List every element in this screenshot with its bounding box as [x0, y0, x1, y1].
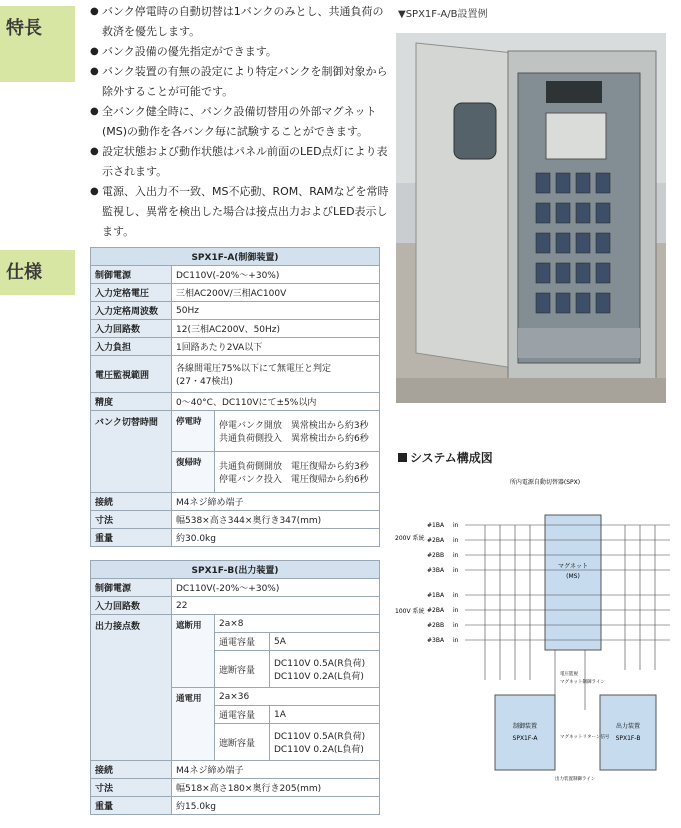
line-label: #2BB: [427, 622, 445, 629]
in-label: in: [453, 592, 459, 599]
line-label: #2BA: [427, 537, 445, 544]
feature-item: ● 設定状態および動作状態はパネル前面のLED点灯により表示されます。: [90, 142, 390, 182]
cut-brk-values: [270, 651, 380, 688]
switch-rec-line: 停電バンク投入 電圧復帰から約6秒: [219, 475, 369, 485]
wire-label: マグネット制御ライン: [560, 680, 605, 685]
control-unit-box: [495, 695, 555, 770]
in-label: in: [453, 522, 459, 529]
spec-value: 幅518×高さ180×奥行き205(mm): [172, 779, 380, 797]
wire-label: 電圧監視: [560, 672, 578, 677]
in-label: in: [453, 622, 459, 629]
spec-value: 50Hz: [172, 302, 380, 320]
spec-key: 入力定格周波数: [91, 302, 172, 320]
wire-label: 出力装置制御ライン: [555, 777, 596, 782]
in-label: in: [453, 552, 459, 559]
spec-value: 0〜40°C、DC110Vにて±5%以内: [172, 393, 380, 411]
spec-table-b: [90, 560, 380, 815]
on-label: 通電用: [172, 688, 215, 761]
spec-key: 接続: [91, 761, 172, 779]
diagram-title: [398, 449, 493, 466]
spec-key: 制御電源: [91, 579, 172, 597]
spec-value: DC110V(-20%〜+30%): [172, 579, 380, 597]
output-unit-model: SPX1F-B: [615, 735, 641, 742]
on-cap-label: 通電容量: [215, 706, 270, 724]
switch-time-label: バンク切替時間: [91, 411, 172, 493]
on-count: 2a×36: [215, 688, 380, 706]
switch-fail-line: 共通負荷側投入 異常検出から約6秒: [219, 434, 369, 444]
feature-item: ● 全バンク健全時に、バンク設備切替用の外部マグネット(MS)の動作を各バンク毎に試験することができます。: [90, 102, 390, 142]
spec-key: 電圧監視範囲: [91, 356, 172, 393]
ms-sub-label: (MS): [566, 573, 580, 580]
voltage-range-line2: (27・47検出): [176, 377, 233, 387]
spec-key: 制御電源: [91, 266, 172, 284]
switch-fail-line: 停電バンク開放 異常検出から約3秒: [219, 421, 369, 431]
output-unit-label: 出力装置: [615, 723, 641, 730]
feature-item: ● 電源、入出力不一致、MS不応動、ROM、RAMなどを常時監視し、異常を検出した場合は接点出力およびLED表示します。: [90, 182, 390, 242]
switch-fail-values: [215, 411, 380, 452]
ms-label: マグネット: [558, 563, 588, 570]
switch-rec-label: 復帰時: [172, 452, 215, 493]
cut-brk-line: DC110V 0.5A(R負荷): [274, 659, 366, 669]
spec-value: M4ネジ締め端子: [172, 493, 380, 511]
spec-value: 12(三相AC200V、50Hz): [172, 320, 380, 338]
feature-item: ● バンク設備の優先指定ができます。: [90, 42, 390, 62]
spec-value: DC110V(-20%〜+30%): [172, 266, 380, 284]
on-brk-line: DC110V 0.2A(L負荷): [274, 745, 364, 755]
on-cap: 1A: [270, 706, 380, 724]
output-contacts-label: 出力接点数: [91, 615, 172, 761]
cut-cap-label: 通電容量: [215, 633, 270, 651]
spec-value: [172, 356, 380, 393]
spec-value: 1回路あたり2VA以下: [172, 338, 380, 356]
cut-brk-label: 遮断容量: [215, 651, 270, 688]
spec-key: 重量: [91, 797, 172, 815]
group2-label: 100V 系統: [395, 608, 425, 615]
cut-label: 遮断用: [172, 615, 215, 688]
cabinet-illustration: [396, 33, 666, 403]
in-label: in: [453, 537, 459, 544]
in-label: in: [453, 567, 459, 574]
spec-b-title: SPX1F-B(出力装置): [91, 561, 380, 579]
title-marker-icon: [398, 453, 407, 462]
ms-box: [545, 515, 601, 650]
photo-caption: ▼SPX1F-A/B設置例: [398, 9, 488, 20]
feature-item: ● バンク停電時の自動切替は1バンクのみとし、共通負荷の救済を優先します。: [90, 2, 390, 42]
spec-key: 接続: [91, 493, 172, 511]
spec-key: 寸法: [91, 779, 172, 797]
input-line-labels: [427, 522, 459, 644]
spec-value: 22: [172, 597, 380, 615]
cut-cap: 5A: [270, 633, 380, 651]
switch-rec-line: 共通負荷側開放 電圧復帰から約3秒: [219, 462, 369, 472]
in-label: in: [453, 637, 459, 644]
control-unit-label: 制御装置: [512, 723, 538, 730]
diagram-title-text: システム構成図: [410, 451, 493, 465]
cut-count: 2a×8: [215, 615, 380, 633]
spec-key: 入力定格電圧: [91, 284, 172, 302]
spec-key: 重量: [91, 529, 172, 547]
line-label: #2BB: [427, 552, 445, 559]
system-diagram: [395, 470, 675, 790]
group1-label: 200V 系統: [395, 535, 425, 542]
wire-label: マグネットリターン信号: [560, 735, 610, 740]
spec-key: 入力回路数: [91, 320, 172, 338]
switch-fail-label: 停電時: [172, 411, 215, 452]
installation-photo: [396, 33, 666, 403]
spec-table-a: [90, 247, 380, 547]
spec-a-title: SPX1F-A(制御装置): [91, 248, 380, 266]
voltage-range-line1: 各線間電圧75%以下にて無電圧と判定: [176, 364, 332, 374]
spec-value: 約30.0kg: [172, 529, 380, 547]
line-label: #3BA: [427, 567, 445, 574]
in-label: in: [453, 607, 459, 614]
spec-value: 約15.0kg: [172, 797, 380, 815]
features-tag: 特長: [0, 6, 75, 82]
cut-brk-line: DC110V 0.2A(L負荷): [274, 672, 364, 682]
spec-tag: 仕様: [0, 250, 75, 295]
diagram-top-label: 所内電源自動切替器(SPX): [509, 479, 581, 486]
line-label: #1BA: [427, 592, 445, 599]
line-label: #2BA: [427, 607, 445, 614]
spec-key: 入力負担: [91, 338, 172, 356]
on-brk-values: [270, 724, 380, 761]
spec-key: 入力回路数: [91, 597, 172, 615]
spec-key: 寸法: [91, 511, 172, 529]
spec-value: M4ネジ締め端子: [172, 761, 380, 779]
switch-rec-values: [215, 452, 380, 493]
control-unit-model: SPX1F-A: [512, 735, 538, 742]
line-label: #3BA: [427, 637, 445, 644]
feature-item: ● バンク装置の有無の設定により特定バンクを制御対象から除外することが可能です。: [90, 62, 390, 102]
features-list: [90, 2, 390, 242]
on-brk-label: 遮断容量: [215, 724, 270, 761]
output-unit-box: [600, 695, 656, 770]
spec-key: 精度: [91, 393, 172, 411]
on-brk-line: DC110V 0.5A(R負荷): [274, 732, 366, 742]
spec-value: 三相AC200V/三相AC100V: [172, 284, 380, 302]
line-label: #1BA: [427, 522, 445, 529]
spec-value: 幅538×高さ344×奥行き347(mm): [172, 511, 380, 529]
